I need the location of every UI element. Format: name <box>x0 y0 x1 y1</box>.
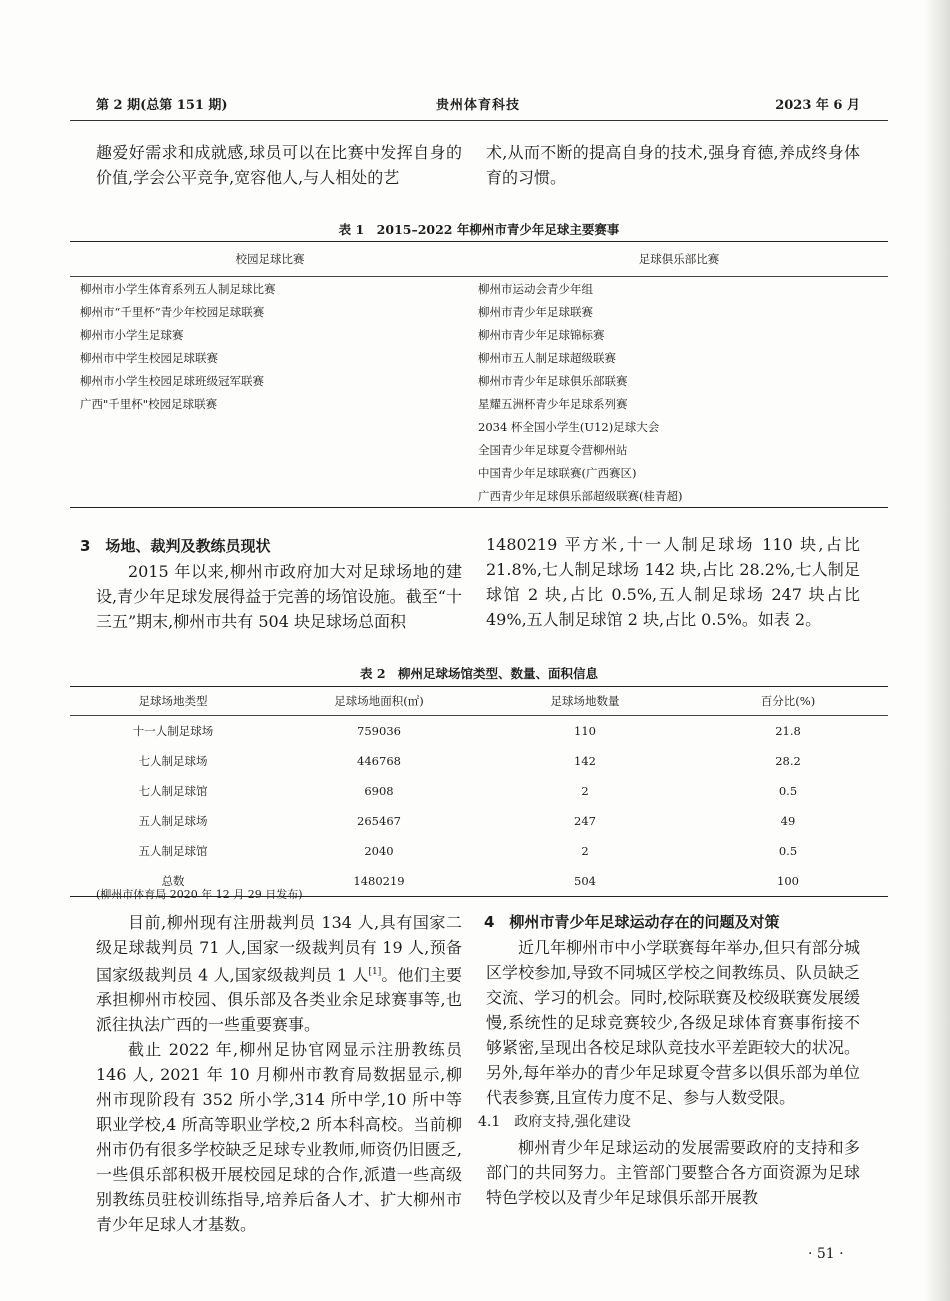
club-competition-cell: 柳州市青少年足球俱乐部联赛 <box>478 373 628 388</box>
section3-heading: 3 场地、裁判及教练员现状 <box>80 537 271 555</box>
club-competition-cell: 广西青少年足球俱乐部超级联赛(桂青超) <box>478 488 683 503</box>
school-competition-cell: 柳州市小学生校园足球班级冠军联赛 <box>80 373 264 388</box>
venue-type-cell: 五人制足球场 <box>138 814 208 828</box>
school-competition-cell <box>70 484 470 508</box>
section3-left-column <box>80 534 462 634</box>
citation-ref[interactable]: [1] <box>368 967 382 977</box>
table1-header-school: 校园足球比赛 <box>235 252 305 266</box>
header-rule <box>70 120 888 121</box>
section3-right-column <box>486 532 860 632</box>
venue-area-cell: 446768 <box>357 754 401 768</box>
school-competition-cell: 柳州市小学生体育系列五人制足球比赛 <box>80 281 276 296</box>
table2-row <box>70 746 888 776</box>
school-competition-cell <box>70 415 470 438</box>
club-competition-cell: 中国青少年足球联赛(广西赛区) <box>478 465 637 480</box>
intro-left-text: 趣爱好需求和成就感,球员可以在比赛中发挥自身的价值,学会公平竞争,宽容他人,与人相处的艺 <box>96 143 462 187</box>
section4-paragraph-2: 柳州青少年足球运动的发展需要政府的支持和多部门的共同努力。主管部门要整合各方面资源为足球特色学校以及青少年足球俱乐部开展教 <box>486 1138 860 1207</box>
venue-count-cell: 110 <box>574 724 596 738</box>
venue-count-cell: 2 <box>581 844 589 858</box>
school-competition-cell <box>70 438 470 461</box>
club-competition-cell: 星耀五洲杯青少年足球系列赛 <box>478 396 628 411</box>
section3-right-text: 1480219 平方米,十一人制足球场 110 块,占比 21.8%,七人制足球场 142 块,占比 28.2%,七人制足球馆 2 块,占比 0.5%,五人制足球场 247 块占比 49%,五人制足球馆 2 块,占比 0.5%。如表 2。 <box>486 535 860 629</box>
table1-row <box>70 277 888 301</box>
venue-percent-cell: 21.8 <box>775 724 801 738</box>
venue-area-cell: 1480219 <box>353 874 405 888</box>
table2-header-type: 足球场地类型 <box>138 694 208 708</box>
venue-type-cell: 五人制足球馆 <box>138 844 208 858</box>
table1-row <box>70 392 888 415</box>
table1 <box>70 241 888 508</box>
referees-text-tail: 。他们主要承担柳州市校园、俱乐部及各类业余足球赛事等,也派往执法广西的一些重要赛事。 <box>96 965 462 1035</box>
table2-header-area: 足球场地面积(㎡) <box>334 694 424 708</box>
left-body-column <box>96 910 462 1237</box>
school-competition-cell <box>70 461 470 484</box>
publication-date: 2023 年 6 月 <box>775 98 860 113</box>
club-competition-cell: 2034 杯全国小学生(U12)足球大会 <box>478 419 660 434</box>
table2-body <box>70 716 888 897</box>
table2-row <box>70 806 888 836</box>
intro-right-column <box>486 140 860 190</box>
intro-left-column <box>96 140 462 190</box>
venue-count-cell: 504 <box>574 874 596 888</box>
venue-percent-cell: 100 <box>777 874 799 888</box>
table1-row <box>70 300 888 323</box>
venue-count-cell: 247 <box>574 814 596 828</box>
table2 <box>70 686 888 897</box>
school-competition-cell: 广西"千里杯"校园足球联赛 <box>80 396 218 411</box>
table2-source-note: (柳州市体育局 2020 年 12 月 29 日发布) <box>96 888 303 901</box>
club-competition-cell: 柳州市五人制足球超级联赛 <box>478 350 616 365</box>
table1-body <box>70 277 888 508</box>
school-competition-cell: 柳州市小学生足球赛 <box>80 327 184 342</box>
venue-percent-cell: 0.5 <box>778 784 798 798</box>
venue-area-cell: 6908 <box>364 784 394 798</box>
venue-count-cell: 142 <box>574 754 596 768</box>
club-competition-cell: 柳州市青少年足球联赛 <box>478 304 593 319</box>
table2-row <box>70 716 888 747</box>
table1-header-club: 足球俱乐部比赛 <box>638 252 720 266</box>
table1-caption: 表 1 2015–2022 年柳州市青少年足球主要赛事 <box>338 222 620 237</box>
club-competition-cell: 全国青少年足球夏令营柳州站 <box>478 442 628 457</box>
venue-type-cell: 总数 <box>161 874 185 888</box>
section4-paragraph-1: 近几年柳州市中小学联赛每年举办,但只有部分城区学校参加,导致不同城区学校之间教练员、队员缺乏交流、学习的机会。同时,校际联赛及校级联赛发展缓慢,系统性的足球竞赛较少,各级足球体育赛事衔接不够紧密,呈现出各校足球队竞技水平差距较大的状况。另外,每年举办的青少年足球夏令营多以俱乐部为单位代表参赛,且宣传力度不足、参与人数受限。 <box>486 938 860 1107</box>
table2-caption: 表 2 柳州足球场馆类型、数量、面积信息 <box>359 666 599 681</box>
venue-count-cell: 2 <box>581 784 589 798</box>
table1-row <box>70 346 888 369</box>
table2-header-count: 足球场地数量 <box>550 694 620 708</box>
section3-left-text: 2015 年以来,柳州市政府加大对足球场地的建设,青少年足球发展得益于完善的场馆设施。截至“十三五”期末,柳州市共有 504 块足球场总面积 <box>96 562 462 631</box>
venue-area-cell: 2040 <box>364 844 394 858</box>
venue-type-cell: 十一人制足球场 <box>132 724 214 738</box>
table1-row <box>70 415 888 438</box>
venue-percent-cell: 0.5 <box>778 844 798 858</box>
venue-percent-cell: 28.2 <box>775 754 801 768</box>
school-competition-cell: 柳州市“千里杯”青少年校园足球联赛 <box>80 304 265 319</box>
venue-type-cell: 七人制足球场 <box>138 754 208 768</box>
page-number: · 51 · <box>808 1246 844 1262</box>
left-body-paragraph-1 <box>96 910 462 1037</box>
table2-row <box>70 836 888 866</box>
venue-percent-cell: 49 <box>780 814 796 828</box>
section4-heading: 4 柳州市青少年足球运动存在的问题及对策 <box>484 913 780 931</box>
section4-1-heading: 4.1 政府支持,强化建设 <box>478 1114 631 1130</box>
club-competition-cell: 柳州市青少年足球锦标赛 <box>478 327 605 342</box>
running-header <box>96 94 860 118</box>
venue-area-cell: 265467 <box>357 814 401 828</box>
table1-row <box>70 461 888 484</box>
table2-header-percent: 百分比(%) <box>760 694 816 708</box>
table1-row <box>70 323 888 346</box>
page-edge-shadow <box>924 0 950 1301</box>
venue-type-cell: 七人制足球馆 <box>138 784 208 798</box>
referees-text: 目前,柳州现有注册裁判员 134 人,具有国家二级足球裁判员 71 人,国家一级裁判员有 19 人,预备国家级裁判员 4 人,国家级裁判员 1 人 <box>96 913 462 985</box>
section4-column <box>478 910 860 1210</box>
table2-row <box>70 776 888 806</box>
table1-row <box>70 369 888 392</box>
left-body-paragraph-2: 截止 2022 年,柳州足协官网显示注册教练员 146 人, 2021 年 10 月柳州市教育局数据显示,柳州市现阶段有 352 所小学,314 所中学,10 所中等职业学校,4 所高等职业学校,2 所本科高校。当前柳州市仍有很多学校缺乏足球专业教师,师资仍旧匮乏,一些俱乐部积极开展校园足球的合作,派遣一些高级别教练员驻校训练指导,培养后备人才、扩大柳州市青少年足球人才基数。 <box>96 1040 462 1235</box>
venue-area-cell: 759036 <box>357 724 401 738</box>
school-competition-cell: 柳州市中学生校园足球联赛 <box>80 350 218 365</box>
table1-row <box>70 438 888 461</box>
issue-number: 第 2 期(总第 151 期) <box>96 98 228 113</box>
journal-title: 贵州体育科技 <box>435 98 520 113</box>
table1-row <box>70 484 888 508</box>
intro-right-text: 术,从而不断的提高自身的技术,强身育德,养成终身体育的习惯。 <box>486 143 860 187</box>
club-competition-cell: 柳州市运动会青少年组 <box>478 281 593 296</box>
